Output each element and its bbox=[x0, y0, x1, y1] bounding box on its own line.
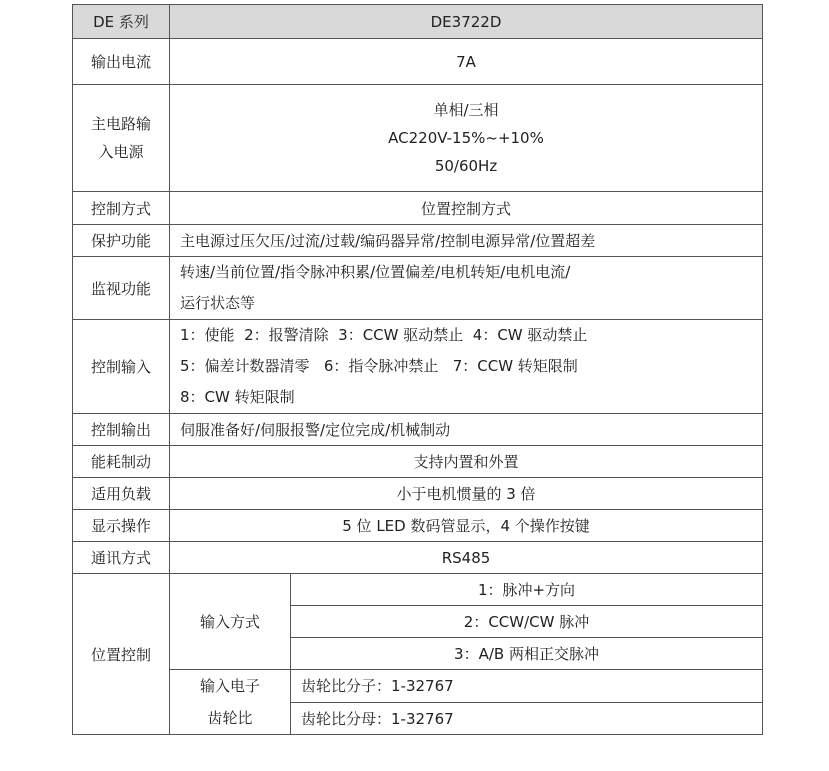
output-current-label: 输出电流 bbox=[73, 39, 170, 85]
control-output-label: 控制输出 bbox=[73, 414, 170, 446]
table-row bbox=[73, 446, 763, 478]
control-input-line: 8：CW 转矩限制 bbox=[180, 388, 295, 406]
table-row bbox=[73, 542, 763, 574]
control-input-line: 1：使能 2：报警清除 3：CCW 驱动禁止 4：CW 驱动禁止 bbox=[180, 326, 588, 344]
input-mode-option: 3：A/B 两相正交脉冲 bbox=[291, 638, 763, 670]
display-label: 显示操作 bbox=[73, 510, 170, 542]
main-power-frequency: 50/60Hz bbox=[434, 157, 498, 175]
monitor-line: 运行状态等 bbox=[180, 294, 256, 312]
input-mode-label: 输入方式 bbox=[170, 574, 291, 670]
input-mode-option: 1：脉冲+方向 bbox=[291, 574, 763, 606]
braking-value: 支持内置和外置 bbox=[170, 446, 763, 478]
table-row bbox=[73, 670, 763, 703]
control-input-value bbox=[170, 320, 763, 414]
main-power-voltage: AC220V-15%~+10% bbox=[388, 129, 544, 147]
table-row bbox=[73, 257, 763, 320]
main-power-phase: 单相/三相 bbox=[433, 101, 499, 119]
model-name: DE3722D bbox=[170, 5, 763, 39]
comm-value: RS485 bbox=[170, 542, 763, 574]
table-row bbox=[73, 85, 763, 192]
main-power-label bbox=[73, 85, 170, 192]
main-power-label-line: 主电路输 bbox=[90, 115, 151, 133]
control-output-value: 伺服准备好/伺服报警/定位完成/机械制动 bbox=[170, 414, 763, 446]
table-row bbox=[73, 478, 763, 510]
monitor-line: 转速/当前位置/指令脉冲积累/位置偏差/电机转矩/电机电流/ bbox=[180, 263, 571, 281]
e-gear-label-line: 输入电子 bbox=[199, 677, 260, 695]
braking-label: 能耗制动 bbox=[73, 446, 170, 478]
e-gear-label bbox=[170, 670, 291, 735]
display-value: 5 位 LED 数码管显示，4 个操作按键 bbox=[170, 510, 763, 542]
e-gear-numerator: 齿轮比分子：1-32767 bbox=[291, 670, 763, 703]
output-current-value: 7A bbox=[170, 39, 763, 85]
monitor-label: 监视功能 bbox=[73, 257, 170, 320]
control-input-label: 控制输入 bbox=[73, 320, 170, 414]
position-control-label: 位置控制 bbox=[73, 574, 170, 735]
input-mode-option: 2：CCW/CW 脉冲 bbox=[291, 606, 763, 638]
control-mode-label: 控制方式 bbox=[73, 192, 170, 225]
e-gear-label-line: 齿轮比 bbox=[207, 709, 253, 727]
main-power-value bbox=[170, 85, 763, 192]
table-row bbox=[73, 414, 763, 446]
table-row bbox=[73, 320, 763, 414]
series-label: DE 系列 bbox=[73, 5, 170, 39]
table-row bbox=[73, 192, 763, 225]
table-row bbox=[73, 225, 763, 257]
table-row bbox=[73, 574, 763, 606]
control-mode-value: 位置控制方式 bbox=[170, 192, 763, 225]
table-row bbox=[73, 510, 763, 542]
protection-label: 保护功能 bbox=[73, 225, 170, 257]
protection-value: 主电源过压欠压/过流/过载/编码器异常/控制电源异常/位置超差 bbox=[170, 225, 763, 257]
load-label: 适用负载 bbox=[73, 478, 170, 510]
table-row bbox=[73, 39, 763, 85]
comm-label: 通讯方式 bbox=[73, 542, 170, 574]
header-row bbox=[73, 5, 763, 39]
control-input-line: 5：偏差计数器清零 6：指令脉冲禁止 7：CCW 转矩限制 bbox=[180, 357, 578, 375]
load-value: 小于电机惯量的 3 倍 bbox=[170, 478, 763, 510]
main-power-label-line: 入电源 bbox=[98, 143, 144, 161]
e-gear-denominator: 齿轮比分母：1-32767 bbox=[291, 702, 763, 735]
monitor-value bbox=[170, 257, 763, 320]
spec-table bbox=[72, 4, 763, 735]
